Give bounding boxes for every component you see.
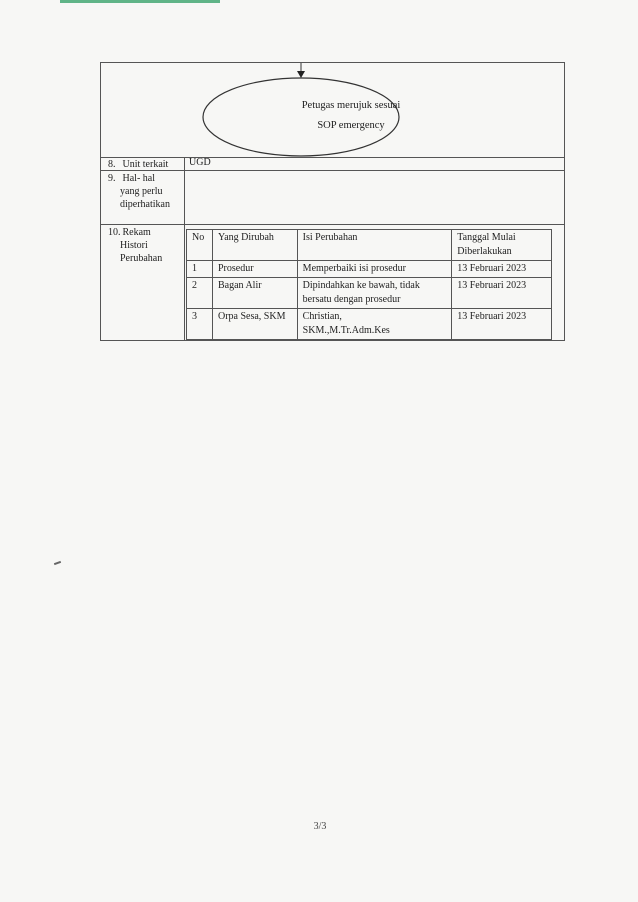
cell-content <box>297 278 452 309</box>
header-date-line2: Diberlakukan <box>457 246 512 257</box>
cell-content-line1: Christian, <box>302 311 342 322</box>
header-no: No <box>187 230 213 261</box>
cell-no: 2 <box>187 278 213 309</box>
row-notes-label-line3: diperhatikan <box>120 199 170 210</box>
cell-content <box>297 309 452 340</box>
cell-date: 13 Februari 2023 <box>452 309 552 340</box>
table-row <box>187 261 552 278</box>
cell-content-line2: bersatu dengan prosedur <box>302 294 401 305</box>
flowchart-final-step <box>251 96 451 136</box>
row-unit-label <box>101 157 185 170</box>
row-notes-label-line1: Hal- hal <box>122 173 155 184</box>
row-history-label-line1: Rekam <box>122 227 151 238</box>
history-table <box>186 229 552 340</box>
history-header-row <box>187 230 552 261</box>
row-history-number: 10. <box>108 227 121 238</box>
cell-changed: Bagan Alir <box>212 278 297 309</box>
cell-date: 13 Februari 2023 <box>452 261 552 278</box>
cell-content-line1: Dipindahkan ke bawah, tidak <box>302 280 420 291</box>
row-unit-number: 8. <box>108 159 116 170</box>
cell-content-line1: Memperbaiki isi prosedur <box>302 263 406 274</box>
cell-no: 3 <box>187 309 213 340</box>
cell-no: 1 <box>187 261 213 278</box>
cell-changed: Prosedur <box>212 261 297 278</box>
scan-speck <box>54 561 61 565</box>
row-unit-terkait <box>101 157 564 171</box>
row-hal-hal <box>101 171 564 225</box>
row-unit-label-text: Unit terkait <box>122 159 169 170</box>
row-history-label <box>101 225 185 340</box>
final-step-line1: Petugas merujuk sesuai <box>301 100 401 111</box>
cell-changed: Orpa Sesa, SKM <box>212 309 297 340</box>
top-edge-strip <box>60 0 220 3</box>
row-history-label-line2: Histori <box>120 240 148 251</box>
final-step-line2: SOP emergency <box>317 120 385 131</box>
header-content: Isi Perubahan <box>297 230 452 261</box>
flowchart-area <box>101 63 564 158</box>
header-date-line1: Tanggal Mulai <box>457 232 516 243</box>
row-notes-number: 9. <box>108 173 116 184</box>
sop-table-frame <box>100 62 565 341</box>
row-notes-label-line2: yang perlu <box>120 186 163 197</box>
row-history-label-line3: Perubahan <box>120 253 163 264</box>
cell-content-line2: SKM.,M.Tr.Adm.Kes <box>302 325 390 336</box>
row-unit-value: UGD <box>189 157 211 168</box>
row-rekam-histori <box>101 225 564 340</box>
cell-date: 13 Februari 2023 <box>452 278 552 309</box>
table-row <box>187 278 552 309</box>
cell-content <box>297 261 452 278</box>
table-row <box>187 309 552 340</box>
page-number: 3/3 <box>313 821 327 832</box>
flow-arrow-head <box>297 71 305 78</box>
header-changed: Yang Dirubah <box>212 230 297 261</box>
header-date <box>452 230 552 261</box>
row-notes-label <box>101 171 185 224</box>
